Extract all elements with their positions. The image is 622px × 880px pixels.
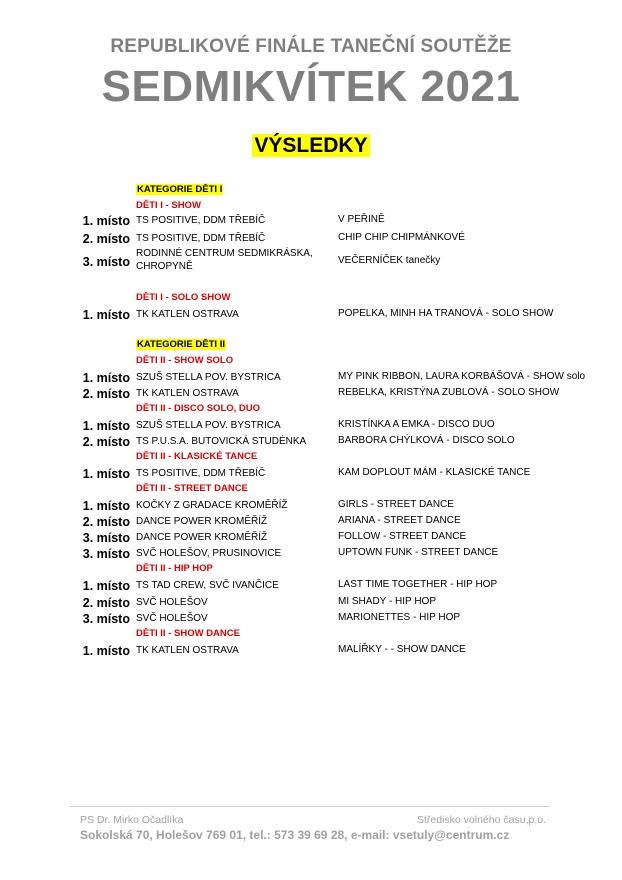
place-label: 3. místo: [82, 531, 130, 545]
club-name: KOČKY Z GRADACE KROMĚŘÍŽ: [136, 500, 288, 511]
place-label: 3. místo: [82, 255, 130, 269]
performance-name: LAST TIME TOGETHER - HIP HOP: [338, 579, 498, 590]
place-label: 2. místo: [82, 435, 130, 449]
performance-name: MI SHADY - HIP HOP: [338, 596, 436, 607]
category-heading: KATEGORIE DĚTI II: [137, 339, 225, 350]
club-name: SVČ HOLEŠOV, PRUSINOVICE: [136, 548, 282, 559]
competition-title: SEDMIKVÍTEK 2021: [101, 62, 521, 111]
performance-name: REBELKA, KRISTÝNA ZUBLOVÁ - SOLO SHOW: [338, 387, 560, 398]
footer-divider: [70, 806, 550, 807]
club-name: TS POSITIVE, DDM TŘEBÍČ: [136, 215, 266, 226]
place-label: 2. místo: [82, 596, 130, 610]
club-name: TK KATLEN OSTRAVA: [136, 388, 239, 399]
performance-name: KAM DOPLOUT MÁM - KLASICKÉ TANCE: [338, 467, 531, 478]
place-label: 1. místo: [82, 419, 130, 433]
place-label: 2. místo: [82, 515, 130, 529]
club-name: TK KATLEN OSTRAVA: [136, 645, 239, 656]
club-name: RODINNÉ CENTRUM SEDMIKRÁSKA, CHROPYNĚ: [136, 248, 313, 272]
subcategory-heading: DĚTI II - SHOW SOLO: [136, 355, 234, 366]
club-name: TS P.U.S.A. BUTOVICKÁ STUDÉNKA: [136, 436, 307, 447]
footer-address: Sokolská 70, Holešov 769 01, tel.: 573 39 69 28, e-mail: vsetuly@centrum.cz: [80, 828, 510, 842]
category-heading: KATEGORIE DĚTI I: [137, 184, 223, 195]
performance-name: GIRLS - STREET DANCE: [338, 499, 454, 510]
subcategory-heading: DĚTI I - SOLO SHOW: [136, 292, 231, 303]
club-name: DANCE POWER KROMĚŘÍŽ: [136, 532, 268, 543]
performance-name: KRISTÍNKA A EMKA - DISCO DUO: [338, 419, 495, 430]
place-label: 1. místo: [82, 644, 130, 658]
performance-name: CHIP CHIP CHIPMÁNKOVÉ: [338, 232, 465, 243]
subcategory-heading: DĚTI II - HIP HOP: [136, 563, 213, 574]
performance-name: VEČERNÍČEK tanečky: [338, 255, 441, 266]
club-name: SVČ HOLEŠOV: [136, 613, 208, 624]
results-heading: VÝSLEDKY: [254, 134, 368, 157]
place-label: 1. místo: [82, 214, 130, 228]
place-label: 2. místo: [82, 387, 130, 401]
subcategory-heading: DĚTI II - STREET DANCE: [136, 483, 248, 494]
footer-institution: Středisko volného času,p.o.: [417, 814, 546, 826]
subcategory-heading: DĚTI II - DISCO SOLO, DUO: [136, 403, 261, 414]
club-name: SVČ HOLEŠOV: [136, 597, 208, 608]
place-label: 2. místo: [82, 232, 130, 246]
place-label: 1. místo: [82, 499, 130, 513]
subcategory-heading: DĚTI II - KLASICKÉ TANCE: [136, 451, 258, 462]
performance-name: ARIANA - STREET DANCE: [338, 515, 461, 526]
club-name: TS POSITIVE, DDM TŘEBÍČ: [136, 233, 266, 244]
performance-name: UPTOWN FUNK - STREET DANCE: [338, 547, 499, 558]
place-label: 1. místo: [82, 371, 130, 385]
performance-name: FOLLOW - STREET DANCE: [338, 531, 467, 542]
place-label: 1. místo: [82, 467, 130, 481]
place-label: 1. místo: [82, 579, 130, 593]
place-label: 3. místo: [82, 547, 130, 561]
subcategory-heading: DĚTI II - SHOW DANCE: [136, 628, 240, 639]
club-name: TS POSITIVE, DDM TŘEBÍČ: [136, 468, 266, 479]
performance-name: BARBORA CHÝLKOVÁ - DISCO SOLO: [338, 435, 515, 446]
club-name: SZUŠ STELLA POV. BYSTRICA: [136, 372, 281, 383]
club-name: TS TAD CREW, SVČ IVANČICE: [136, 580, 279, 591]
performance-name: POPELKA, MINH HA TRANOVÁ - SOLO SHOW: [338, 308, 554, 319]
performance-name: MARIONETTES - HIP HOP: [338, 612, 461, 623]
club-name: SZUŠ STELLA POV. BYSTRICA: [136, 420, 281, 431]
subcategory-heading: DĚTI I - SHOW: [136, 200, 201, 211]
place-label: 1. místo: [82, 308, 130, 322]
performance-name: V PEŘINĚ: [338, 214, 385, 225]
club-name: DANCE POWER KROMĚŘÍŽ: [136, 516, 268, 527]
club-name: TK KATLEN OSTRAVA: [136, 309, 239, 320]
place-label: 3. místo: [82, 612, 130, 626]
performance-name: MALÍŘKY - - SHOW DANCE: [338, 644, 466, 655]
footer-organizer: PS Dr. Mirko Očadlíka: [80, 814, 184, 826]
performance-name: MY PINK RIBBON, LAURA KORBÁŠOVÁ - SHOW solo: [338, 371, 586, 382]
competition-subtitle: REPUBLIKOVÉ FINÁLE TANEČNÍ SOUTĚŽE: [110, 36, 512, 57]
